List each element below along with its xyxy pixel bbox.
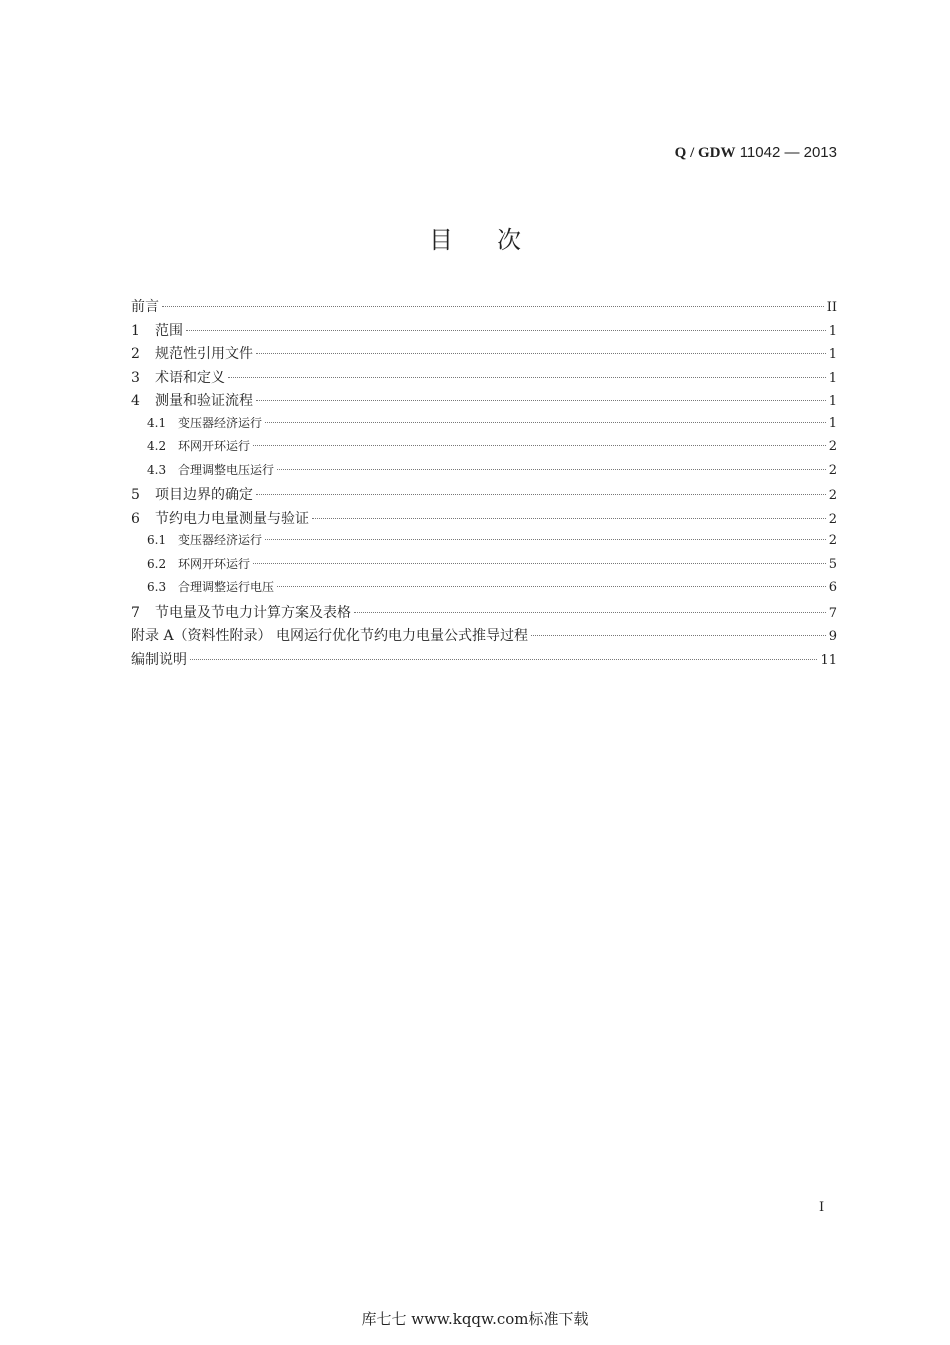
toc-entry[interactable] (131, 555, 837, 579)
toc-entry-page: 2 (828, 511, 837, 527)
dot-leader (162, 306, 824, 307)
standard-code-number: 11042 — 2013 (739, 144, 837, 161)
toc-entry-label: 前言 (131, 299, 159, 315)
toc-entry-number: 6 (131, 510, 140, 527)
toc-entry-number: 5 (131, 487, 140, 503)
dot-leader (531, 635, 826, 636)
toc-entry-label: 编制说明 (131, 651, 187, 668)
toc-entry[interactable] (131, 437, 837, 461)
toc-entry-page: 2 (828, 462, 837, 478)
standard-code-prefix: Q / GDW (674, 145, 736, 161)
dot-leader (253, 563, 826, 564)
toc-entry-number: 3 (131, 369, 140, 386)
toc-entry[interactable] (131, 649, 837, 673)
dot-leader (256, 400, 826, 401)
toc-entry[interactable] (131, 578, 837, 602)
toc-entry-label: 测量和验证流程 (155, 393, 253, 409)
toc-entry-number: 6.2 (147, 556, 167, 571)
toc-entry-page: 2 (828, 439, 837, 454)
toc-entry-page: 9 (828, 629, 837, 644)
toc-entry[interactable] (131, 414, 837, 438)
toc-entry-label: 环网开环运行 (178, 556, 251, 571)
toc-entry-label: 合理调整电压运行 (178, 462, 275, 477)
toc-entry-page: 1 (828, 323, 837, 339)
dot-leader (277, 469, 826, 470)
toc-entry-label: 术语和定义 (155, 369, 225, 386)
toc-entry-label: 合理调整运行电压 (178, 580, 275, 594)
toc-entry-number: 4.1 (147, 415, 167, 430)
toc-entry[interactable] (131, 343, 837, 367)
toc-entry-page: 1 (828, 415, 837, 431)
toc-entry-page: 1 (828, 347, 837, 362)
toc-entry[interactable] (131, 390, 837, 414)
page-number: I (819, 1200, 825, 1215)
dot-leader (277, 586, 826, 587)
toc-entry-page: II (826, 300, 837, 315)
toc-entry-page: 6 (828, 580, 837, 595)
toc-entry-number: 1 (131, 322, 140, 339)
toc-entry[interactable] (131, 531, 837, 555)
toc-entry-page: 5 (828, 556, 837, 572)
table-of-contents (131, 296, 837, 672)
dot-leader (265, 422, 826, 423)
toc-entry-label: 附录 A（资料性附录） 电网运行优化节约电力电量公式推导过程 (131, 628, 529, 644)
footer-watermark: 库七七 www.kqqw.com标准下载 (361, 1310, 589, 1328)
toc-entry[interactable] (131, 320, 837, 344)
dot-leader (190, 659, 817, 660)
toc-entry[interactable] (131, 602, 837, 626)
dot-leader (186, 330, 826, 331)
page-title: 目次 (429, 226, 565, 254)
toc-entry-label: 节电量及节电力计算方案及表格 (155, 604, 351, 621)
toc-entry-number: 6.3 (147, 580, 167, 594)
dot-leader (256, 494, 826, 495)
toc-entry[interactable] (131, 484, 837, 508)
toc-entry[interactable] (131, 461, 837, 485)
toc-entry-label: 节约电力电量测量与验证 (155, 510, 309, 527)
toc-entry-number: 6.1 (147, 533, 167, 547)
toc-entry-number: 4.3 (147, 462, 167, 477)
toc-entry[interactable] (131, 367, 837, 391)
toc-entry[interactable] (131, 296, 837, 320)
toc-entry-page: 2 (828, 488, 837, 503)
dot-leader (228, 377, 826, 378)
toc-entry-number: 2 (131, 346, 140, 362)
toc-entry-label: 规范性引用文件 (155, 346, 253, 362)
dot-leader (354, 612, 826, 613)
toc-entry-number: 4.2 (147, 439, 167, 453)
toc-entry-page: 7 (828, 605, 837, 621)
toc-entry-label: 范围 (155, 322, 183, 339)
standard-code (675, 144, 837, 162)
toc-entry-label: 变压器经济运行 (178, 415, 263, 430)
dot-leader (256, 353, 826, 354)
toc-entry-number: 7 (131, 604, 140, 621)
toc-entry-page: 11 (820, 652, 837, 668)
toc-entry[interactable] (131, 508, 837, 532)
toc-entry-page: 1 (828, 394, 837, 409)
toc-entry-number: 4 (131, 393, 140, 409)
dot-leader (312, 518, 826, 519)
toc-entry-label: 变压器经济运行 (178, 533, 263, 547)
toc-entry-page: 1 (828, 370, 837, 386)
toc-entry[interactable] (131, 625, 837, 649)
dot-leader (253, 445, 826, 446)
dot-leader (265, 539, 826, 540)
toc-entry-label: 项目边界的确定 (155, 487, 253, 503)
toc-entry-label: 环网开环运行 (178, 439, 251, 453)
toc-entry-page: 2 (828, 533, 837, 548)
